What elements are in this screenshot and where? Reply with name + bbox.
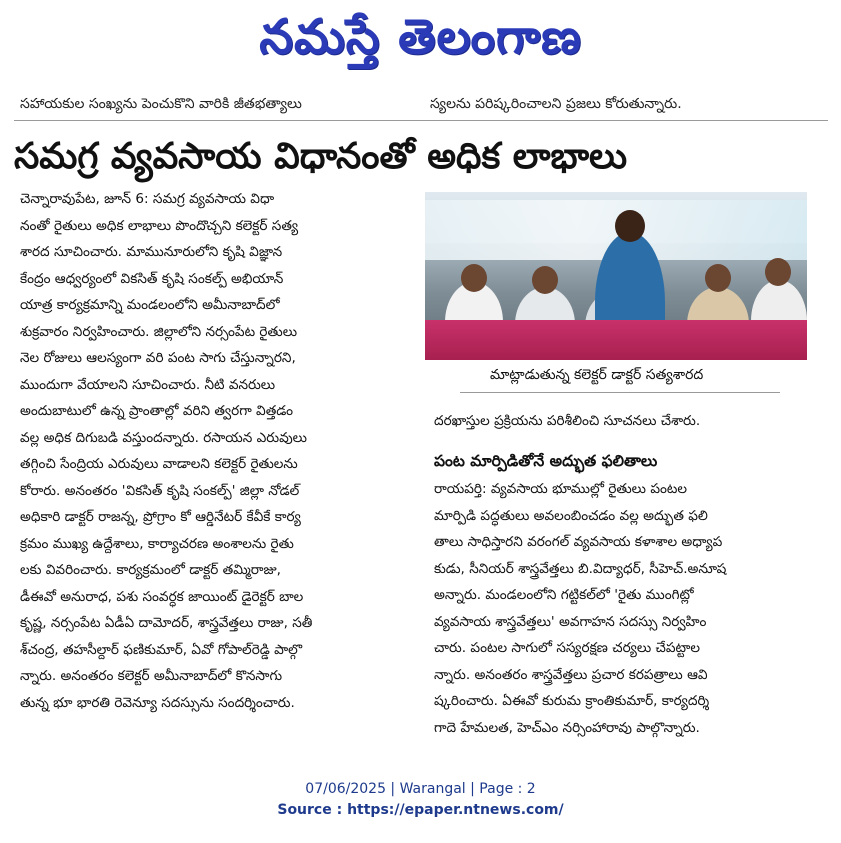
photo-caption: మాట్లాడుతున్న కలెక్టర్ డాక్టర్ సత్యశారద — [490, 367, 704, 383]
carryover-text-left: సహాయకుల సంఖ్యను పెంచుకొని వారికి జీతభత్యాలు — [20, 96, 302, 112]
text-line: న్నారు. అనంతరం శాస్త్రవేత్తలు ప్రచార కరపత్రాలు ఆవి — [434, 666, 708, 683]
text-line: కేంద్రం ఆధ్వర్యంలో వికసిత్ కృషి సంకల్ప్ అభియాన్ — [20, 270, 284, 287]
person-head — [765, 258, 791, 286]
text-line: అన్నారు. మండలంలోని గట్టికల్‌లో 'రైతు ముంగిట్లో — [434, 587, 694, 603]
text-line: అందుబాటులో ఉన్న ప్రాంతాల్లో వరిని త్వరగా విత్తడం — [20, 403, 294, 419]
text-line: వల్ల అధిక దిగుబడి వస్తుందన్నారు. రసాయన ఎరువులు — [20, 429, 307, 446]
text-line: కుడు, సీనియర్ శాస్త్రవేత్తలు బి.విద్యాధర్, సీహెచ్.అనూష — [434, 560, 727, 577]
text-line: న్నారు. అనంతరం కలెక్టర్ అమీనాబాద్‌లో కొనసాగు — [20, 668, 283, 684]
text-line: శుక్రవారం నిర్వహించారు. జిల్లాలోని నర్సంపేట రైతులు — [20, 323, 298, 340]
text-line: దరఖాస్తుల ప్రక్రియను పరిశీలించి సూచనలు చేశారు. — [434, 413, 701, 429]
text-line: నంతో రైతులు అధిక లాభాలు పొందొచ్చని కలెక్టర్ సత్య — [20, 217, 299, 234]
text-line: ష్కరించారు. ఏఈవో కురుమ క్రాంతికుమార్, కార్యదర్శి — [434, 693, 710, 709]
person-head — [461, 264, 487, 292]
text-line: మార్పిడి పద్ధతులు అవలంబించడం వల్ల అద్భుత ఫలి — [434, 507, 708, 524]
text-line: రాయపర్తి: వ్యవసాయ భూముల్లో రైతులు పంటల — [434, 481, 688, 497]
person-head — [532, 266, 558, 294]
text-line: యాత్ర కార్యక్రమాన్ని మండలంలోని అమీనాబాద్‌లో — [20, 297, 280, 313]
event-photo — [425, 192, 807, 360]
article-body-right-intro — [434, 408, 824, 435]
top-divider — [14, 120, 828, 121]
text-line: చారు. పంటల సాగులో సస్యరక్షణ చర్యలు చేపట్టాల — [434, 640, 701, 656]
article-body-right — [434, 476, 824, 741]
article-headline: సమగ్ర వ్యవసాయ విధానంతో అధిక లాభాలు — [14, 136, 628, 177]
caption-divider — [460, 392, 780, 393]
newspaper-masthead: నమస్తే తెలంగాణ — [259, 9, 582, 65]
text-line: లకు వివరించారు. కార్యక్రమంలో డాక్టర్ తమ్మిరాజు, — [20, 562, 282, 578]
text-line: క్రమం ముఖ్య ఉద్దేశాలు, కార్యాచరణ అంశాలను రైతు — [20, 535, 294, 552]
source-link[interactable]: Source : https://epaper.ntnews.com/ — [277, 802, 564, 818]
article-body-left — [20, 186, 420, 716]
text-line: గాదె హేమలత, హెచ్‌ఎం నర్సింహారావు పాల్గొన్నారు. — [434, 719, 700, 736]
text-line: నెల రోజులు ఆలస్యంగా వరి పంట సాగు చేస్తున్నారని, — [20, 350, 296, 366]
table-cloth — [425, 320, 807, 360]
text-line: శ్‌చంద్ర, తహసీల్దార్ ఫణికుమార్, ఏవో గోపాల్‌రెడ్డి పాల్గొ — [20, 641, 303, 658]
speaker-head — [615, 210, 645, 242]
text-line: కోరారు. అనంతరం 'వికసిత్ కృషి సంకల్ప్' జిల్లా నోడల్ — [20, 482, 300, 499]
text-line: డీఈవో అనురాధ, పశు సంవర్ధక జాయింట్ డైరెక్టర్ బాల — [20, 588, 304, 605]
person-head — [705, 264, 731, 292]
carryover-text-right: స్యలను పరిష్కరించాలని ప్రజలు కోరుతున్నారు. — [430, 96, 682, 112]
edition-dateline: 07/06/2025 | Warangal | Page : 2 — [305, 781, 536, 797]
text-line: అధికారి డాక్టర్ రాజన్న, ప్రోగ్రాం కో ఆర్డినేటర్ కేవీకే కార్య — [20, 509, 301, 525]
sub-headline: పంట మార్పిడితోనే అద్భుత ఫలితాలు — [434, 452, 658, 470]
article-paragraph — [20, 186, 420, 716]
text-line: శారద సూచించారు. మామునూరులోని కృషి విజ్ఞాన — [20, 244, 283, 260]
text-line: తున్న భూ భారతి రెవెన్యూ సదస్సును సందర్శించారు. — [20, 694, 295, 711]
text-line: కృష్ణ, నర్సంపేట ఏడీఏ దామోదర్, శాస్త్రవేత్తలు రాజు, సతీ — [20, 615, 313, 631]
text-line: ముందుగా వేయాలని సూచించారు. నీటి వనరులు — [20, 376, 276, 393]
text-line: తగ్గించి సేంద్రియ ఎరువులు వాడాలని కలెక్టర్ రైతులను — [20, 456, 298, 472]
text-line: తాలు సాధిస్తారని వరంగల్ వ్యవసాయ కళాశాల అధ్యాప — [434, 534, 723, 550]
text-line: చెన్నారావుపేట, జూన్ 6: సమగ్ర వ్యవసాయ విధా — [20, 191, 275, 207]
text-line: వ్యవసాయ శాస్త్రవేత్తలు' అవగాహన సదస్సు నిర్వహిం — [434, 613, 707, 630]
